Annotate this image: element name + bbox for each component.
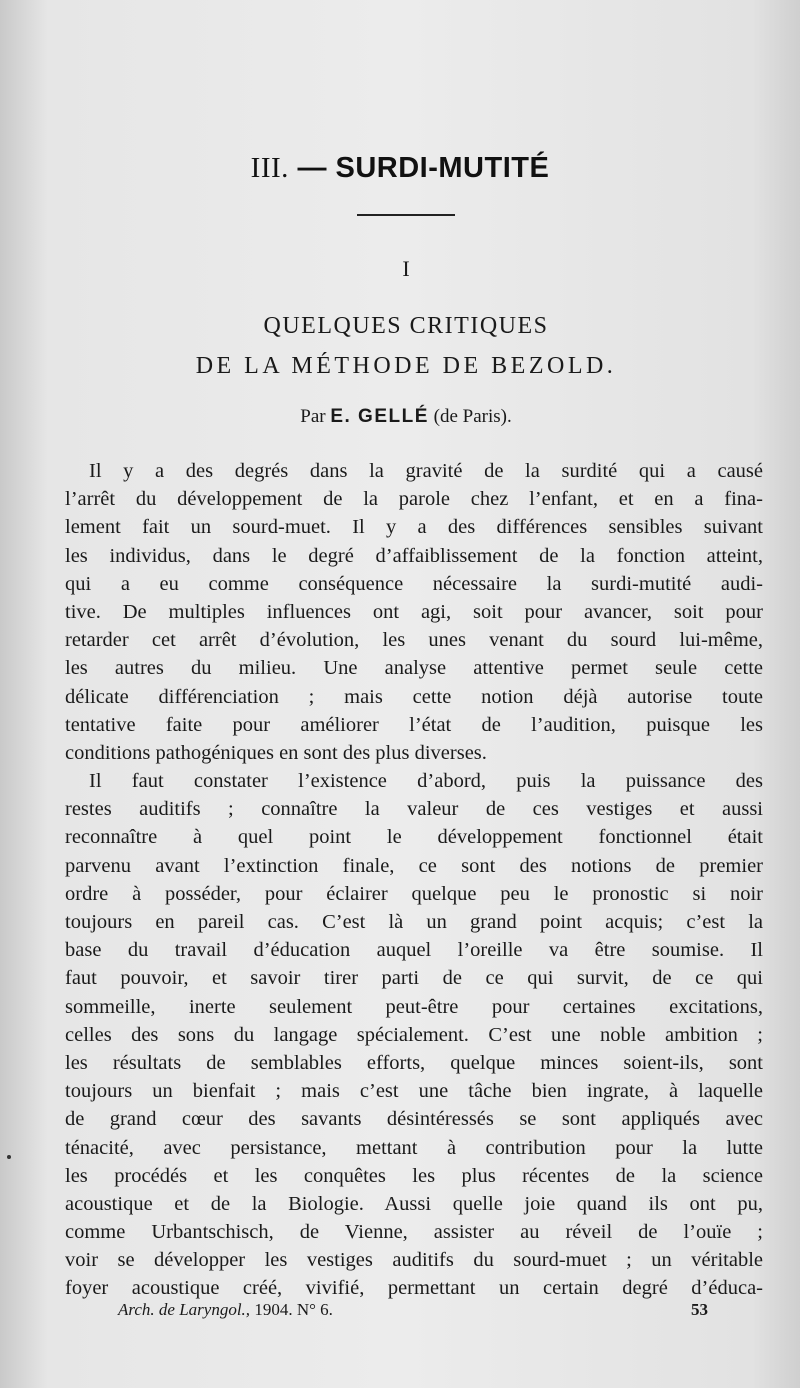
body-line: les résultats de semblables efforts, quelque minces soient-ils, sont [65, 1051, 763, 1074]
article-title-line-1: QUELQUES CRITIQUES [263, 313, 549, 339]
body-line: lement fait un sourd-muet. Il y a des différences sensibles suivant [65, 516, 763, 539]
body-line: l’arrêt du développement de la parole chez l’enfant, et en a fina- [65, 488, 763, 511]
body-line: reconnaître à quel point le développement fonctionnel était [65, 826, 763, 849]
body-line: retarder cet arrêt d’évolution, les unes venant du sourd lui-même, [65, 629, 763, 652]
body-line: foyer acoustique créé, vivifié, permettant un certain degré d’éduca- [65, 1277, 763, 1300]
byline-author: E. GELLÉ [330, 406, 429, 427]
article-title-line-2: DE LA MÉTHODE DE BEZOLD. [195, 353, 617, 379]
body-line: base du travail d’éducation auquel l’oreille va être soumise. Il [65, 939, 763, 962]
body-line: comme Urbantschisch, de Vienne, assister au réveil de l’ouïe ; [65, 1221, 763, 1244]
body-line: parvenu avant l’extinction finale, ce sont des notions de premier [65, 854, 763, 877]
body-line: de grand cœur des savants désintéressés se sont appliqués avec [65, 1108, 763, 1131]
body-line: sommeille, inerte seulement peut-être pour certaines excitations, [65, 995, 763, 1018]
byline-affiliation: (de Paris). [433, 406, 512, 427]
body-line: voir se développer les vestiges auditifs du sourd-muet ; un véritable [65, 1249, 763, 1272]
byline-prefix: Par [300, 406, 326, 427]
body-line: Il y a des degrés dans la gravité de la surdité qui a causé [89, 460, 763, 482]
body-line: les individus, dans le degré d’affaiblissement de la fonction atteint, [65, 544, 763, 567]
section-dash: — [297, 152, 327, 184]
body-line: celles des sons du langage spécialement. C’est une noble ambition ; [65, 1023, 763, 1046]
ink-spot [7, 1155, 11, 1159]
body-line: les autres du milieu. Une analyse attentive permet seule cette [65, 657, 763, 680]
body-line: toujours en pareil cas. C’est là un grand point acquis; c’est la [65, 911, 763, 933]
footer-issue: 1904. N° 6. [254, 1300, 333, 1319]
body-line: qui a eu comme conséquence nécessaire la surdi-mutité audi- [65, 572, 763, 595]
byline [0, 406, 800, 428]
body-line: conditions pathogéniques en sont des plus diverses. [65, 741, 487, 764]
body-line: toujours un bienfait ; mais c’est une tâche bien ingrate, à laquelle [65, 1080, 763, 1103]
body-line: Il faut constater l’existence d’abord, puis la puissance des [89, 770, 763, 793]
title-rule [357, 214, 455, 216]
body-text [65, 457, 763, 1303]
body-line: restes auditifs ; connaître la valeur de ces vestiges et aussi [65, 798, 763, 821]
body-line: délicate différenciation ; mais cette notion déjà autorise toute [65, 685, 763, 708]
section-title-text: SURDI-MUTITÉ [335, 152, 550, 184]
body-line: tentative faite pour améliorer l’état de l’audition, puisque les [65, 713, 763, 736]
body-line: tive. De multiples influences ont agi, soit pour avancer, soit pour [65, 600, 763, 623]
body-line: faut pouvoir, et savoir tirer parti de ce qui survit, de ce qui [65, 967, 763, 990]
subsection-numeral: I [402, 256, 410, 281]
body-line: acoustique et de la Biologie. Aussi quelle joie quand ils ont pu, [65, 1192, 763, 1215]
body-line: les procédés et les conquêtes les plus récentes de la science [65, 1164, 763, 1187]
body-line: ordre à posséder, pour éclairer quelque peu le pronostic si noir [65, 882, 763, 905]
page-number: 53 [691, 1300, 708, 1319]
footer-journal: Arch. de Laryngol., [118, 1300, 251, 1319]
section-title [0, 152, 800, 185]
body-line: ténacité, avec persistance, mettant à contribution pour la lutte [65, 1136, 763, 1159]
section-number: III. [250, 152, 289, 184]
page-footer [118, 1300, 708, 1320]
